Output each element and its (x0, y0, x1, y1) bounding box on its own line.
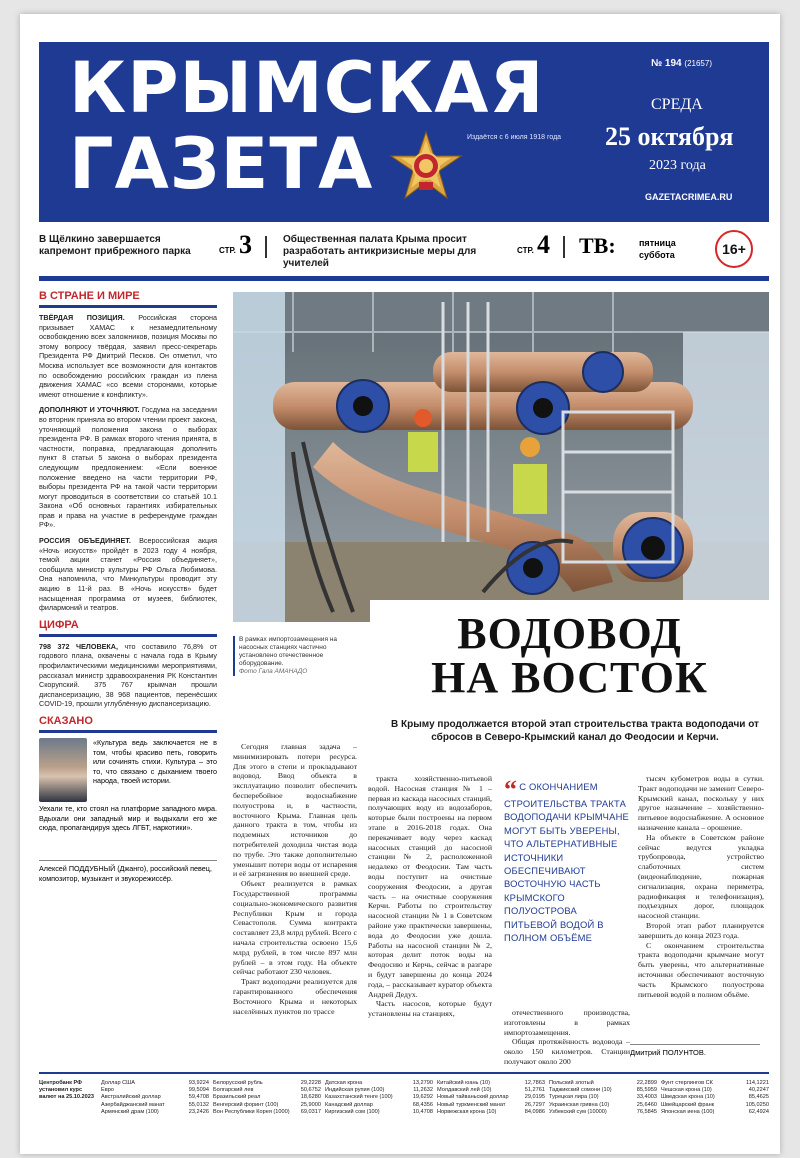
header-rule (39, 276, 769, 281)
rate-row (437, 1109, 545, 1116)
rate-row (549, 1109, 657, 1116)
news-text: Всероссийская акция «Ночь искусств» пройдёт в 2023 году 4 ноября, темой акции станет «Россия объединяет», сообщила министр культуры РФ Ольга Любимова. Она напомнила, что Минкультуры проводит эту акцию в 11-й раз. В «Ночь искусств» будет насыщенная программа от музеев, библиотек, филармоний и театров. (39, 536, 217, 613)
currency-rate: 26,7297 (524, 1101, 545, 1108)
currency-rate: 85,4625 (748, 1094, 769, 1101)
currency-rate: 69,0317 (300, 1108, 321, 1115)
currency-rate: 23,2426 (188, 1108, 209, 1115)
rates-column (549, 1080, 657, 1116)
currency-rate: 62,4924 (748, 1108, 769, 1115)
rate-row (213, 1080, 321, 1087)
currency-rate: 19,6292 (412, 1094, 433, 1101)
rate-row (101, 1080, 209, 1087)
website-link[interactable]: GAZETACRIMEA.RU (645, 192, 733, 202)
rates-column (213, 1080, 321, 1116)
rate-row (213, 1087, 321, 1094)
rate-row (549, 1087, 657, 1094)
currency-rate: 12,7863 (524, 1080, 545, 1086)
currency-rate: 55,0132 (188, 1101, 209, 1108)
currency-rate: 18,6280 (300, 1094, 321, 1101)
figure-item (39, 642, 217, 709)
figure-lead: 798 372 ЧЕЛОВЕКА, (39, 641, 118, 651)
currency-name: Евро (101, 1087, 114, 1094)
teaser-1-text[interactable]: В Щёлкино завершается капремонт прибрежного парка (39, 234, 191, 257)
teaser-strip (39, 228, 769, 272)
article-column-2 (368, 774, 492, 1019)
rate-row (661, 1102, 769, 1109)
paragraph: Объект реализуется в рамках Государственной программы социально-экономического развития Республики Крым и города Севастополя. Сумма контракта составляет 23,8 млрд рублей. Всего с начала строительства освоено 15,6 млрд рублей, в том числе 897 млн рублей – в этом году. На объекте сейчас работают 230 человек. (233, 879, 357, 977)
teaser-1-page[interactable]: 3 (239, 230, 252, 259)
tv-days[interactable] (639, 237, 676, 261)
currency-rate: 51,2761 (524, 1087, 545, 1094)
order-star-icon (389, 130, 463, 204)
rate-row (325, 1109, 433, 1116)
paragraph: Часть насосов, которые будут установлены на станциях, (368, 999, 492, 1019)
masthead (39, 42, 769, 222)
pull-quote (504, 775, 630, 944)
pull-quote-text: С ОКОНЧАНИЕМ СТРОИТЕЛЬСТВА ТРАКТА ВОДОПОДАЧИ КРЫМЧАНЕ МОГУТ БЫТЬ УВЕРЕНЫ, ЧТО АЛЬТЕРНАТИВНЫЕ ИСТОЧНИКИ ОБЕСПЕЧИВАЮТ ВОСТОЧНУЮ ЧАСТЬ КРЫМСКОГО ПОЛУОСТРОВА ПИТЬЕВОЙ ВОДОЙ В ПОЛНОМ ОБЪЁМЕ (504, 781, 629, 944)
currency-rate: 68,4356 (412, 1101, 433, 1108)
headline-box (370, 600, 769, 712)
left-column (39, 290, 217, 883)
article-subheading: В Крыму продолжается второй этап строительства тракта водоподачи от сбросов в Северо-Крымский канал до Феодосии и Керчи. (391, 719, 759, 743)
currency-name: Узбекский сум (10000) (549, 1108, 607, 1115)
photo-caption (233, 636, 353, 676)
rate-row (549, 1080, 657, 1087)
rate-row (437, 1102, 545, 1109)
teaser-2-text[interactable]: Общественная палата Крыма просит разработать антикризисные меры для учителей (283, 234, 477, 269)
rate-row (549, 1094, 657, 1101)
tv-label: ТВ: (579, 233, 616, 258)
newspaper-title (69, 47, 545, 205)
currency-name: Бразильский реал (213, 1094, 261, 1101)
news-lead: ДОПОЛНЯЮТ И УТОЧНЯЮТ. (39, 405, 140, 415)
rate-row (661, 1087, 769, 1094)
currency-name: Шведская крона (10) (661, 1094, 715, 1101)
currency-name: Канадский доллар (325, 1101, 373, 1108)
currency-name: Вон Республики Корея (1000) (213, 1108, 290, 1115)
divider (563, 236, 565, 258)
pumping-station-photo (233, 292, 769, 622)
title-line-1: КРЫМСКАЯ (69, 47, 545, 129)
currency-name: Казахстанский тенге (100) (325, 1094, 393, 1101)
currency-name: Таджикский сомони (10) (549, 1087, 612, 1094)
rate-row (437, 1094, 545, 1101)
paragraph: отечественного производства, изготовлены в рамках импортозамещения. (504, 1008, 630, 1037)
currency-rate: 25,6460 (636, 1101, 657, 1108)
speaker-photo (39, 738, 87, 802)
news-item (39, 313, 217, 399)
rate-row (325, 1094, 433, 1101)
currency-rate: 25,9000 (300, 1101, 321, 1108)
paragraph: Общая протяжённость водовода – около 150 километров. Станции получают около 200 (504, 1037, 630, 1066)
quote-continuation: Уехали те, кто стоял на платформе западного мира. Вдыхали они западный мир и выдыхали его же сюда, пропагандируя здесь ЛГБТ, наркотики». (39, 803, 217, 833)
currency-rate: 33,4003 (636, 1094, 657, 1101)
section-heading-said: СКАЗАНО (39, 715, 217, 733)
currency-rate: 84,0986 (524, 1108, 545, 1115)
weekday: СРЕДА (651, 96, 703, 113)
rate-row (549, 1102, 657, 1109)
currency-rates (39, 1072, 769, 1122)
issue-date: 25 октября (605, 122, 734, 151)
currency-name: Польский злотый (549, 1080, 594, 1086)
currency-rate: 114,1221 (746, 1080, 769, 1086)
teaser-2-page[interactable]: 4 (537, 230, 550, 259)
rate-row (213, 1102, 321, 1109)
rate-row (101, 1094, 209, 1101)
rate-row (437, 1087, 545, 1094)
currency-name: Молдавский лей (10) (437, 1087, 492, 1094)
currency-name: Японская иена (100) (661, 1108, 715, 1115)
article-column-1 (233, 742, 357, 1016)
currency-name: Датская крона (325, 1080, 363, 1086)
teaser-1-str: СТР. (219, 246, 236, 255)
rate-row (101, 1102, 209, 1109)
teaser-2-str: СТР. (517, 246, 534, 255)
quote-block (39, 738, 217, 856)
rate-row (325, 1087, 433, 1094)
news-text: Госдума на заседании во вторник приняла во втором чтении проект закона, уточняющий положения закона о выборах президента РФ. В рамках второго чтения принята, в частности, поправка, предлагающая дополнить пункт 8 статьи 5 закона о выборах президента следующим предложением: «Если военное положение введено на части территории РФ, выборы президента РФ на такой части территории могут проводиться в соответствии со статьёй 10.1 Закона «Об основных гарантиях избирательных прав и права на участие в референдуме граждан РФ». (39, 405, 217, 530)
rate-row (325, 1102, 433, 1109)
rate-row (437, 1080, 545, 1087)
figure-block (39, 642, 217, 709)
paragraph: Тракт водоподачи реализуется для гарантированного обеспечения Восточного Крыма и некоторых населённых пунктов по трассе (233, 977, 357, 1016)
currency-rate: 105,0250 (745, 1101, 769, 1108)
currency-rate: 93,9224 (188, 1080, 209, 1086)
tv-day-friday: пятница (639, 238, 676, 248)
rates-column (661, 1080, 769, 1116)
currency-name: Новый туркменский манат (437, 1101, 506, 1108)
rate-row (661, 1080, 769, 1087)
currency-name: Азербайджанский манат (101, 1101, 165, 1108)
currency-name: Австралийский доллар (101, 1094, 161, 1101)
newspaper-page (20, 14, 780, 1154)
currency-name: Фунт стерлингов СК (661, 1080, 713, 1086)
rates-lead: Центробанк РФ установил курс валют на 25.10.2023 (39, 1080, 95, 1101)
news-briefs (39, 313, 217, 613)
paragraph: Второй этап работ планируется завершить до конца 2023 года. (638, 920, 764, 940)
paragraph: тысяч кубометров воды в сутки. Тракт водоподачи не заменит Северо-Крымский канал, поскольку у них другое назначение – хозяйственно-питьевое водоснабжение. А основное назначение канала – орошение. (638, 774, 764, 832)
currency-rate: 50,6752 (300, 1087, 321, 1094)
currency-name: Новый тайваньский доллар (437, 1094, 509, 1101)
currency-rate: 40,2247 (748, 1087, 769, 1094)
currency-rate: 22,2899 (636, 1080, 657, 1086)
rate-row (213, 1109, 321, 1116)
issue-no: № 194 (651, 58, 682, 69)
currency-rate: 59,4708 (188, 1094, 209, 1101)
article-column-4 (638, 774, 764, 999)
currency-name: Китайский юань (10) (437, 1080, 490, 1086)
tv-day-saturday: суббота (639, 250, 675, 260)
currency-name: Швейцарский франк (661, 1101, 715, 1108)
section-heading-world: В СТРАНЕ И МИРЕ (39, 290, 217, 308)
paragraph: На объекте в Советском районе сейчас ведутся укладка трубопровода, устройство слаботочных систем (видеонаблюдение, пожарная сигнализация, охрана периметра, радиофикация и телефонизация), подъездных дорог, площадок насосной станции. (638, 832, 764, 921)
news-lead: РОССИЯ ОБЪЕДИНЯЕТ. (39, 536, 131, 546)
since-text: Издаётся с 6 июля 1918 года (467, 134, 562, 141)
quote-author: Алексей ПОДДУБНЫЙ (Джанго), российский певец, композитор, музыкант и звукорежиссёр. (39, 860, 217, 883)
rate-row (325, 1080, 433, 1087)
news-item (39, 536, 217, 613)
news-text: Российская сторона призывает ХАМАС к незамедлительному освобождению всех заложников, позиция Москвы по этому вопросу твёрдая, заявил пресс-секретарь Президента РФ Дмитрий Песков. Он отметил, что Москва использует все возможности для контактов по освобождению российских граждан из плена движения ХАМАС «со всеми сторонами, которые имеют отношение к конфликту». (39, 313, 217, 399)
rates-column (101, 1080, 209, 1116)
headline-line-2: НА ВОСТОК (431, 653, 708, 702)
currency-rate: 76,5845 (636, 1108, 657, 1115)
currency-name: Белорусский рубль (213, 1080, 263, 1086)
currency-rate: 13,2790 (412, 1080, 433, 1086)
currency-rate: 99,5094 (188, 1087, 209, 1094)
currency-name: Индийская рупия (100) (325, 1087, 385, 1094)
currency-name: Венгерский форинт (100) (213, 1101, 279, 1108)
rate-row (661, 1109, 769, 1116)
currency-name: Норвежская крона (10) (437, 1108, 497, 1115)
issue-year: 2023 года (649, 158, 706, 173)
currency-name: Доллар США (101, 1080, 136, 1086)
headline-line-1: ВОДОВОД (457, 609, 682, 658)
currency-rate: 29,0195 (524, 1094, 545, 1101)
article-author: Дмитрий ПОЛУНТОВ. (630, 1044, 760, 1057)
quote-text: «Культура ведь заключается не в том, чтобы красиво петь, говорить или сочинять стихи. Культура – это то, что связано с дыханием твоего народа, твоей истории. (93, 737, 217, 786)
issue-total: (21657) (684, 59, 712, 68)
currency-name: Чешская крона (10) (661, 1087, 712, 1094)
currency-rate: 29,2228 (300, 1080, 321, 1086)
paragraph: тракта хозяйственно-питьевой водой. Насосная станция № 1 – первая из каскада насосных станций, получающих воду из водозаборов, которые были построены на первом этапе в 2016-2018 годах. Она перекачивает воду через каскад насосных станций до насосной станции № 2, расположенной недалеко от Феодосии. Там часть воды поступит на очистные сооружения Феодосии, а другая часть – на очистные сооружения Керчи. Работы по строительству насосной станции № 1 в Советском районе уже практически завершены, вода до Феодосии уже дошла. Работы на насосной станции № 2, которая делит поток воды на Феодосию и Керчь, сейчас в разгаре и будут завершены до конца 2024 года, – рассказывает куратор объекта Андрей Дедух. (368, 774, 492, 999)
rate-row (101, 1087, 209, 1094)
paragraph: Сегодня главная задача – минимизировать потери ресурса. Для этого в степи и прокладывают водовод. Ввод объекта в эксплуатацию позволит обеспечить бесперебойное водоснабжение полуострова и, в частности, восточного Крыма. Главная цель данного тракта в том, чтобы из подземных источников до потребителей доходила чистая вода по трубе. Это также дополнительно уменьшит потери воды от испарения и её загрязнения во внешней среде. (233, 742, 357, 879)
caption-text: В рамках импортозамещения на насосных станциях частично установлено отечественное оборудование. (239, 636, 337, 667)
section-heading-figure: ЦИФРА (39, 619, 217, 637)
rate-row (101, 1109, 209, 1116)
news-item (39, 405, 217, 530)
article-headline (370, 609, 769, 702)
rates-column (325, 1080, 433, 1116)
divider (265, 236, 267, 258)
currency-rate: 85,5959 (636, 1087, 657, 1094)
quote-mark-icon: “ (504, 775, 518, 804)
currency-rate: 10,4708 (412, 1108, 433, 1115)
news-lead: ТВЁРДАЯ ПОЗИЦИЯ. (39, 313, 125, 322)
currency-name: Турецкая лира (10) (549, 1094, 599, 1101)
photo-credit: Фото Гала АМАНАДО (239, 668, 308, 675)
age-rating-badge: 16+ (715, 230, 753, 268)
currency-name: Болгарский лев (213, 1087, 254, 1094)
currency-rate: 11,2632 (413, 1087, 433, 1094)
currency-name: Армянский драм (100) (101, 1108, 159, 1115)
rates-column (437, 1080, 545, 1116)
paragraph: С окончанием строительства тракта водоподачи крымчане могут быть уверены, что альтернативные источники обеспечивают восточную часть Крымского полуострова питьевой водой в полном объёме. (638, 940, 764, 999)
currency-name: Киргизский сом (100) (325, 1108, 380, 1115)
issue-number (651, 58, 712, 69)
title-line-2: ГАЗЕТА (69, 123, 374, 205)
currency-name: Украинская гривна (10) (549, 1101, 610, 1108)
figure-text: что составило 76,8% от годового плана, охвачены с начала года в Крыму профилактическими медицинскими мероприятиями, рассказал министр здравоохранения РК Константин Скорупский. 375 767 крымчан прошли диспансеризацию, 38 968 пациентов, перенёсших COVID-19, прошли углублённую диспансеризацию. (39, 641, 217, 709)
rate-row (661, 1094, 769, 1101)
article-column-3 (504, 1008, 630, 1067)
rate-row (213, 1094, 321, 1101)
